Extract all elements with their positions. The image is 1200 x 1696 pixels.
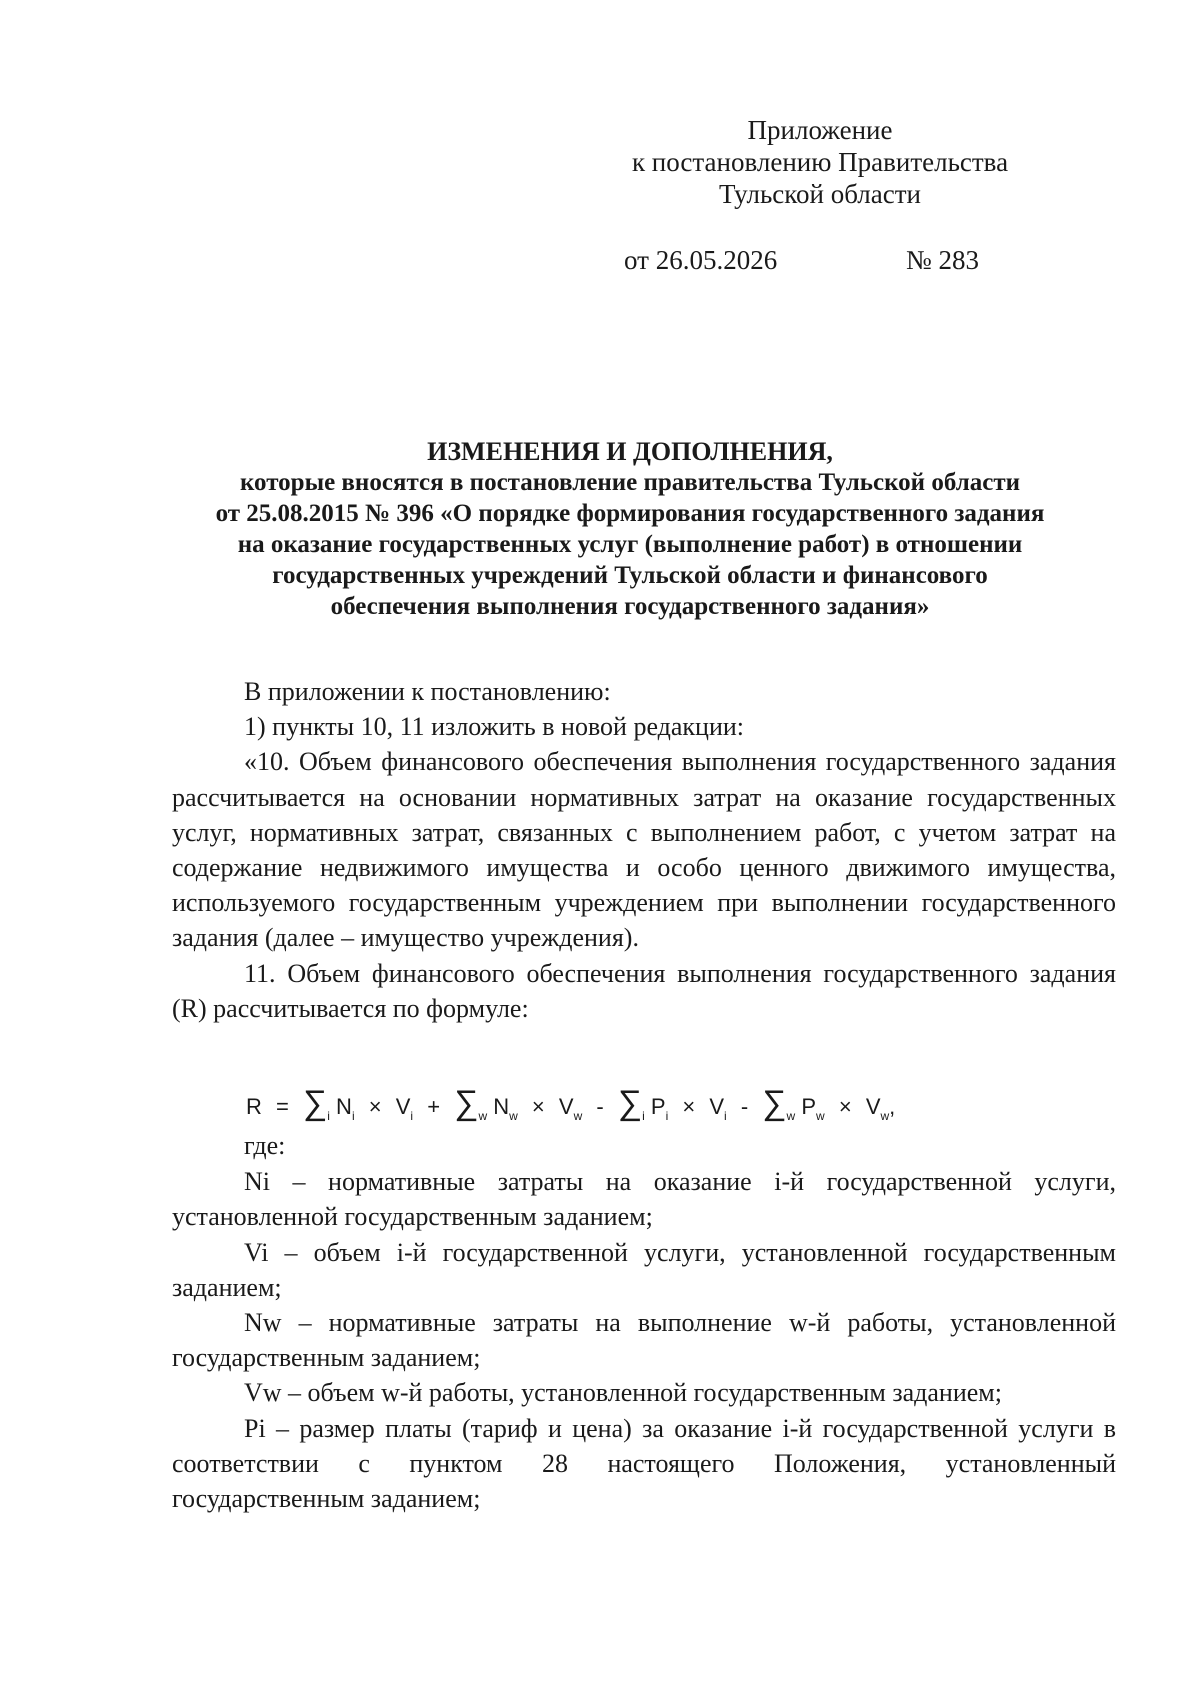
sum-symbol: ∑ — [617, 1084, 643, 1122]
definitions — [172, 1128, 1116, 1516]
formula-symbol: × — [838, 1094, 852, 1119]
body-text — [172, 674, 1116, 1026]
formula-symbol: = — [276, 1094, 289, 1119]
paragraph: 1) пункты 10, 11 изложить в новой редакции: — [244, 712, 745, 742]
paragraph: В приложении к постановлению: — [244, 677, 611, 706]
formula-subscript: w — [509, 1109, 518, 1123]
formula-symbol: , — [889, 1094, 896, 1119]
formula-subscript: i — [724, 1109, 727, 1123]
formula-symbol: N — [336, 1094, 352, 1119]
formula-symbol: V — [709, 1094, 725, 1119]
formula-subscript: w — [478, 1109, 488, 1123]
formula-subscript: w — [816, 1109, 825, 1123]
formula-symbol: × — [531, 1094, 545, 1119]
document-title — [150, 436, 1110, 622]
title-line: которые вносятся в постановление правительства Тульской области — [239, 469, 1021, 496]
formula-symbol: + — [427, 1094, 441, 1119]
formula-subscript: w — [573, 1109, 583, 1123]
formula-symbol: V — [558, 1094, 574, 1119]
formula-symbol: N — [493, 1094, 510, 1119]
formula-subscript: i — [665, 1109, 669, 1123]
sum-symbol: ∑ — [454, 1084, 479, 1122]
resolution-number: № 283 — [906, 245, 980, 275]
definition-pi: Pi – размер платы (тариф и цена) за оказание i-й государственной услуги в соответствии с пунктом 28 настоящего Положения, установленный государственным заданием; — [172, 1413, 1116, 1514]
formula-symbol: P — [650, 1094, 666, 1119]
formula-subscript: i — [351, 1109, 355, 1123]
appendix-line: к постановлению Правительства — [631, 147, 1009, 177]
formula-symbol: - — [740, 1094, 749, 1119]
title-line: обеспечения выполнения государственного задания» — [330, 593, 930, 620]
formula-symbol: V — [865, 1094, 881, 1119]
title-line: на оказание государственных услуг (выполнение работ) в отношении — [237, 531, 1023, 558]
sum-symbol: ∑ — [303, 1084, 328, 1122]
where-label: где: — [244, 1131, 286, 1160]
title-line: от 25.08.2015 № 396 «О порядке формирования государственного задания — [215, 500, 1045, 527]
definition-vi: Vi – объем i-й государственной услуги, установленной государственным заданием; — [172, 1237, 1116, 1302]
definition-ni: Ni – нормативные затраты на оказание i-й государственной услуги, установленной государственным заданием; — [172, 1167, 1116, 1232]
formula-subscript: i — [410, 1109, 414, 1123]
appendix-line: Тульской области — [719, 179, 921, 209]
formula-subscript: i — [327, 1109, 330, 1123]
definition-nw: Nw – нормативные затраты на выполнение w-й работы, установленной государственным заданием; — [172, 1308, 1116, 1373]
paragraph: 11. Объем финансового обеспечения выполнения государственного задания (R) рассчитывается по формуле: — [172, 958, 1116, 1023]
resolution-date: от 26.05.2026 — [624, 245, 778, 275]
title-line: ИЗМЕНЕНИЯ И ДОПОЛНЕНИЯ, — [427, 437, 833, 466]
formula-symbol: V — [395, 1094, 411, 1119]
paragraph: «10. Объем финансового обеспечения выполнения государственного задания рассчитывается на основании нормативных затрат на оказание государственных услуг, нормативных затрат, связанных с выполнением работ, с учетом затрат на содержание недвижимого имущества и особо ценного движимого имущества, используемого государственным учреждением при выполнении государственного задания (далее – имущество учреждения). — [172, 747, 1116, 953]
formula-subscript: w — [786, 1109, 796, 1123]
formula-symbol: R — [246, 1094, 262, 1119]
definition-vw: Vw – объем w-й работы, установленной государственным заданием; — [244, 1378, 1002, 1408]
title-line: государственных учреждений Тульской области и финансового — [272, 562, 988, 589]
appendix-header — [610, 114, 1030, 210]
formula-subscript: w — [880, 1109, 890, 1123]
sum-symbol: ∑ — [762, 1084, 787, 1122]
formula-symbol: × — [368, 1094, 382, 1119]
formula-symbol: - — [596, 1094, 604, 1119]
appendix-line: Приложение — [747, 115, 893, 145]
formula-symbol: P — [801, 1094, 817, 1119]
formula — [246, 1084, 896, 1128]
formula-symbol: × — [682, 1094, 696, 1119]
formula-subscript: i — [642, 1109, 645, 1123]
